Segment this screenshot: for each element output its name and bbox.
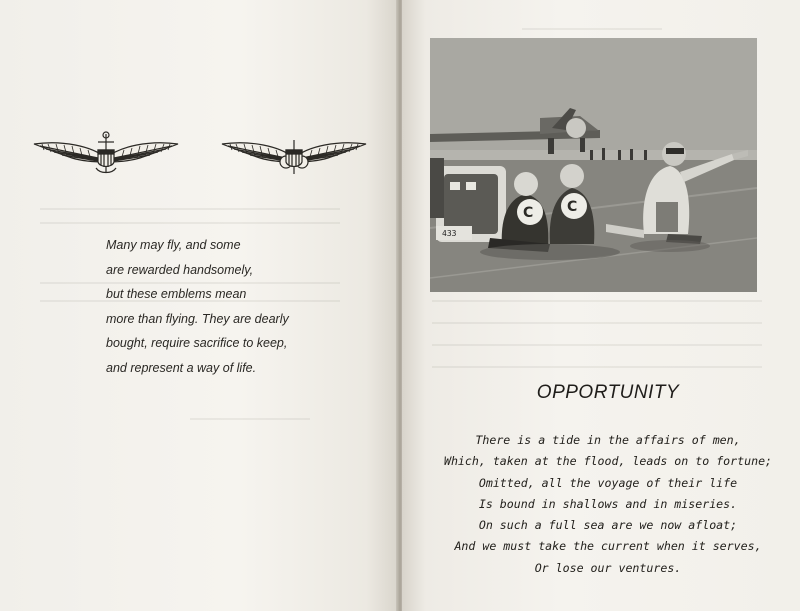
poem-line: Is bound in shallows and in miseries. <box>478 496 738 511</box>
poem-line: Or lose our ventures. <box>534 560 682 575</box>
quote-line: more than flying. They are dearly <box>106 311 289 326</box>
quote-line: are rewarded handsomely, <box>106 262 254 277</box>
left-page <box>0 0 398 611</box>
quote-line: Many may fly, and some <box>106 238 241 252</box>
naval-aviator-wings-icon <box>32 128 180 186</box>
quote-line: and represent a way of life. <box>106 360 257 375</box>
flight-deck-photo <box>430 38 757 292</box>
quote-line: but these emblems mean <box>106 287 247 301</box>
poem-line: There is a tide in the affairs of men, <box>475 433 741 447</box>
poem <box>422 430 794 579</box>
poem-line: Which, taken at the flood, leads on to fortune; <box>443 454 773 469</box>
emblem-quote <box>106 233 306 380</box>
flight-deck-scene <box>430 38 757 292</box>
svg-text:C: C <box>523 205 534 221</box>
quote-line: bought, require sacrifice to keep, <box>106 336 288 350</box>
tractor-plate: 433 <box>442 229 457 238</box>
poem-line: And we must take the current when it serves, <box>454 539 762 554</box>
naval-flight-officer-wings-icon <box>220 128 368 186</box>
poem-line: Omitted, all the voyage of their life <box>478 475 738 490</box>
svg-text:C: C <box>567 199 578 215</box>
poem-line: On such a full sea are we now afloat; <box>478 518 738 533</box>
page-heading: OPPORTUNITY <box>536 382 680 403</box>
